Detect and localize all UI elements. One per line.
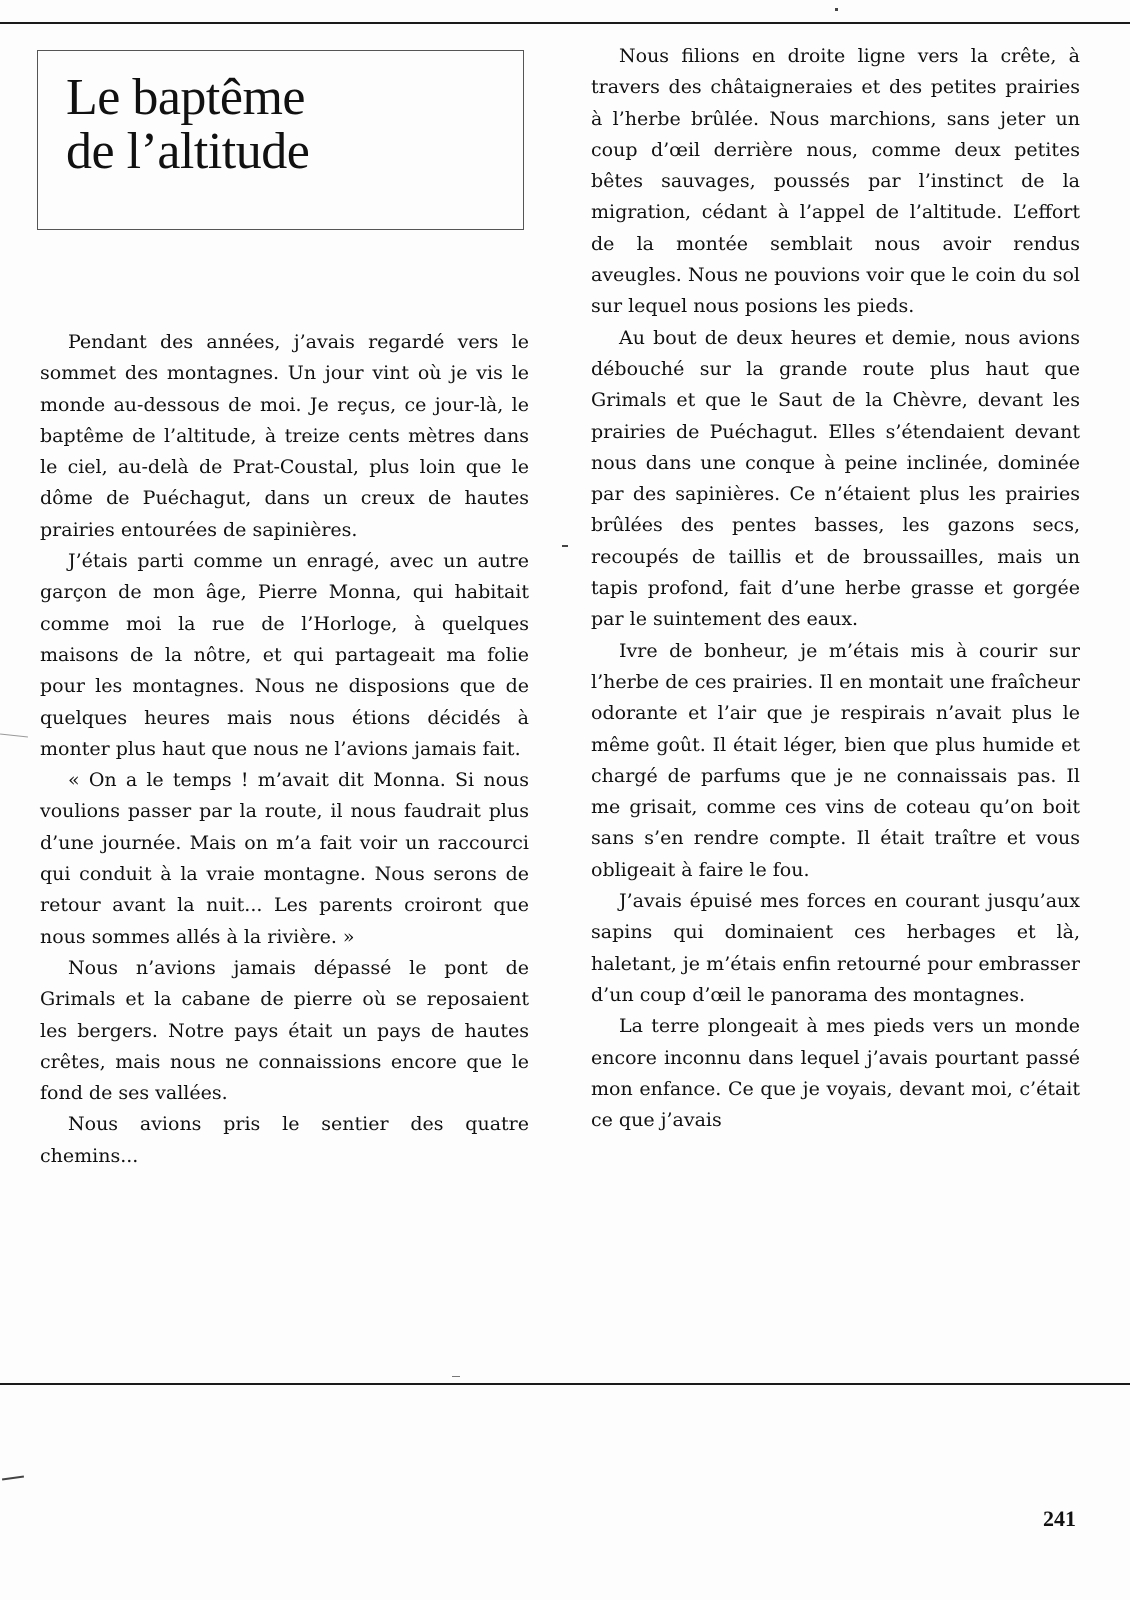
- paragraph: J’étais parti comme un enragé, avec un autre garçon de mon âge, Pierre Monna, qui habitait comme moi la rue de l’Horloge, à quelques maisons de la nôtre, et qui partageait ma folie pour les montagnes. Nous ne disposions que de quelques heures mais nous étions décidés à monter plus haut que nous ne l’avions jamais fait.: [40, 550, 529, 760]
- title-line-2: de l’altitude: [66, 123, 310, 180]
- paragraph: « On a le temps ! m’avait dit Monna. Si nous voulions passer par la route, il nous faudrait plus d’une journée. Mais on m’a fait voir un raccourci qui conduit à la vraie montagne. Nous serons de retour avant la nuit... Les parents croiront que nous sommes allés à la rivière. »: [40, 769, 529, 948]
- right-column: [591, 41, 1080, 1136]
- bottom-rule: [0, 1383, 1130, 1385]
- paragraph: Pendant des années, j’avais regardé vers le sommet des montagnes. Un jour vint où je vis le monde au-dessous de moi. Je reçus, ce jour-là, le baptême de l’altitude, à treize cents mètres dans le ciel, au-delà de Prat-Coustal, plus loin que le dôme de Puéchagut, dans un creux de hautes prairies entourées de sapinières.: [40, 331, 529, 541]
- page-number: 241: [1043, 1506, 1076, 1531]
- paragraph: Nous avions pris le sentier des quatre chemins...: [40, 1113, 529, 1167]
- speck: [0, 734, 28, 738]
- paragraph: Nous filions en droite ligne vers la crête, à travers des châtaigneraies et des petites prairies à l’herbe brûlée. Nous marchions, sans jeter un coup d’œil derrière nous, comme deux petites bêtes sauvages, poussés par l’instinct de la migration, cédant à l’appel de l’altitude. L’effort de la montée semblait nous avoir rendus aveugles. Nous ne pouvions voir que le coin du sol sur lequel nous posions les pieds.: [591, 45, 1080, 318]
- top-rule: [0, 22, 1130, 24]
- title-line-1: Le baptême: [66, 69, 305, 126]
- title-box: [37, 50, 524, 230]
- speck: [562, 545, 568, 547]
- paragraph: Nous n’avions jamais dépassé le pont de Grimals et la cabane de pierre où se reposaient les bergers. Notre pays était un pays de hautes crêtes, mais nous ne connaissions encore que le fond de ses vallées.: [40, 956, 529, 1105]
- speck: [452, 1376, 460, 1377]
- paragraph: La terre plongeait à mes pieds vers un monde encore inconnu dans lequel j’avais pourtant passé mon enfance. Ce que je voyais, devant moi, c’était ce que j’avais: [591, 1015, 1080, 1132]
- article-title: [66, 71, 523, 179]
- paragraph: Au bout de deux heures et demie, nous avions débouché sur la grande route plus haut que Grimals et que le Saut de la Chèvre, devant les prairies de Puéchagut. Elles s’étendaient devant nous dans une conque à peine inclinée, dominée par des sapinières. Ce n’étaient plus les prairies brûlées des pentes basses, les gazons secs, recoupés de taillis et de broussailles, mais un tapis profond, fait d’une herbe grasse et gorgée par le suintement des eaux.: [591, 326, 1080, 631]
- speck: [2, 1475, 24, 1480]
- paragraph: J’avais épuisé mes forces en courant jusqu’aux sapins qui dominaient ces herbages et là, haletant, je m’étais enfin retourné pour embrasser d’un coup d’œil le panorama des montagnes.: [591, 890, 1080, 1006]
- speck: [835, 8, 838, 11]
- left-column: [40, 327, 529, 1172]
- paragraph: Ivre de bonheur, je m’étais mis à courir sur l’herbe de ces prairies. Il en montait une fraîcheur odorante et l’air que je respirais n’avait plus le même goût. Il était léger, bien que plus humide et chargé de parfums que je ne connaissais pas. Il me grisait, comme ces vins de coteau qu’on boit sans s’en rendre compte. Il était traître et vous obligeait à faire le fou.: [591, 639, 1080, 881]
